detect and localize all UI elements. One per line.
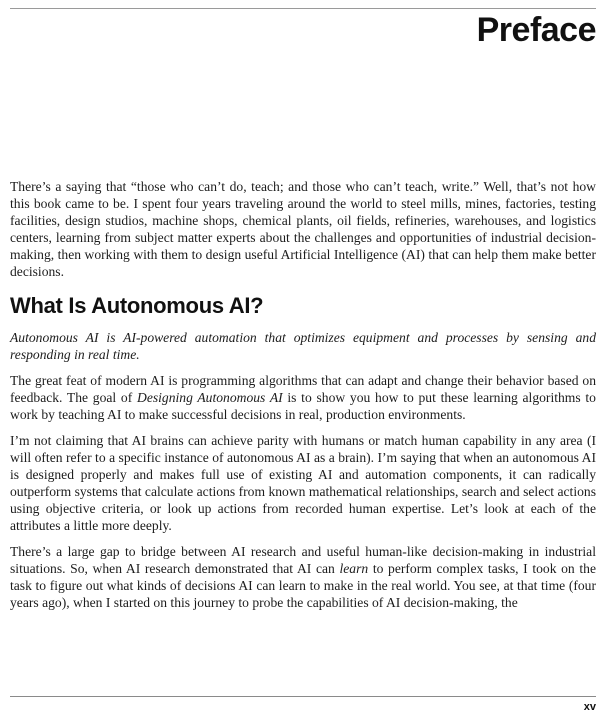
paragraph-definition-text: Autonomous AI is AI-powered automation that optimizes equipment and processes by sensing and responding in real time. xyxy=(10,330,596,362)
paragraph-intro-text: There’s a saying that “those who can’t do, teach; and those who can’t teach, write.” Well, that’s not how this book came to be. I spent four years traveling around the world to steel mills, mines, factories, testing facilities, design studios, machine shops, chemical plants, oil fields, refineries, warehouses, and logistics centers, learning from subject matter experts about the challenges and opportunities of industrial decision-making, then working with them to design useful Artificial Intelligence (AI) that can help them make better decisions. xyxy=(10,179,596,279)
footer-rule xyxy=(10,696,596,697)
paragraph-large-gap xyxy=(10,543,596,611)
page-content xyxy=(10,178,596,611)
page-footer xyxy=(10,696,596,713)
learn-italic: learn xyxy=(339,561,369,576)
header-rule xyxy=(10,8,596,9)
section-heading: What Is Autonomous AI? xyxy=(10,293,264,318)
page-title: Preface xyxy=(476,11,596,49)
paragraph-large-gap-text-2: to perform complex tasks, I took on the task to figure out what kinds of decisions AI can learn to make in the real world. You see, at that time (four years ago), when I started on this journey to probe the capabilities of AI decision-making, the xyxy=(10,561,596,610)
book-title-italic: Designing Autonomous AI xyxy=(137,390,283,405)
paragraph-great-feat-text-2: is to show you how to put these learning algorithms to work by teaching AI to make successful decisions in real, production environments. xyxy=(10,390,596,422)
paragraph-large-gap-text-1: There’s a large gap to bridge between AI research and useful human-like decision-making in industrial situations. So, when AI research demonstrated that AI can xyxy=(10,544,596,576)
paragraph-intro xyxy=(10,178,596,280)
paragraph-not-claiming-text: I’m not claiming that AI brains can achieve parity with humans or match human capability in any area (I will often refer to a specific instance of autonomous AI as a brain). I’m saying that when an autonomous AI is designed properly and makes full use of existing AI and automation components, it can radically outperform systems that calculate actions from known mathematical relationships, search and select actions using objective criteria, or look up actions from recorded human expertise. Let’s look at each of the attributes a little more deeply. xyxy=(10,433,596,533)
paragraph-definition xyxy=(10,329,596,363)
page-number: xv xyxy=(583,701,596,713)
paragraph-great-feat xyxy=(10,372,596,423)
paragraph-great-feat-text-1: The great feat of modern AI is programming algorithms that can adapt and change their behavior based on feedback. The goal of xyxy=(10,373,596,405)
paragraph-not-claiming xyxy=(10,432,596,534)
